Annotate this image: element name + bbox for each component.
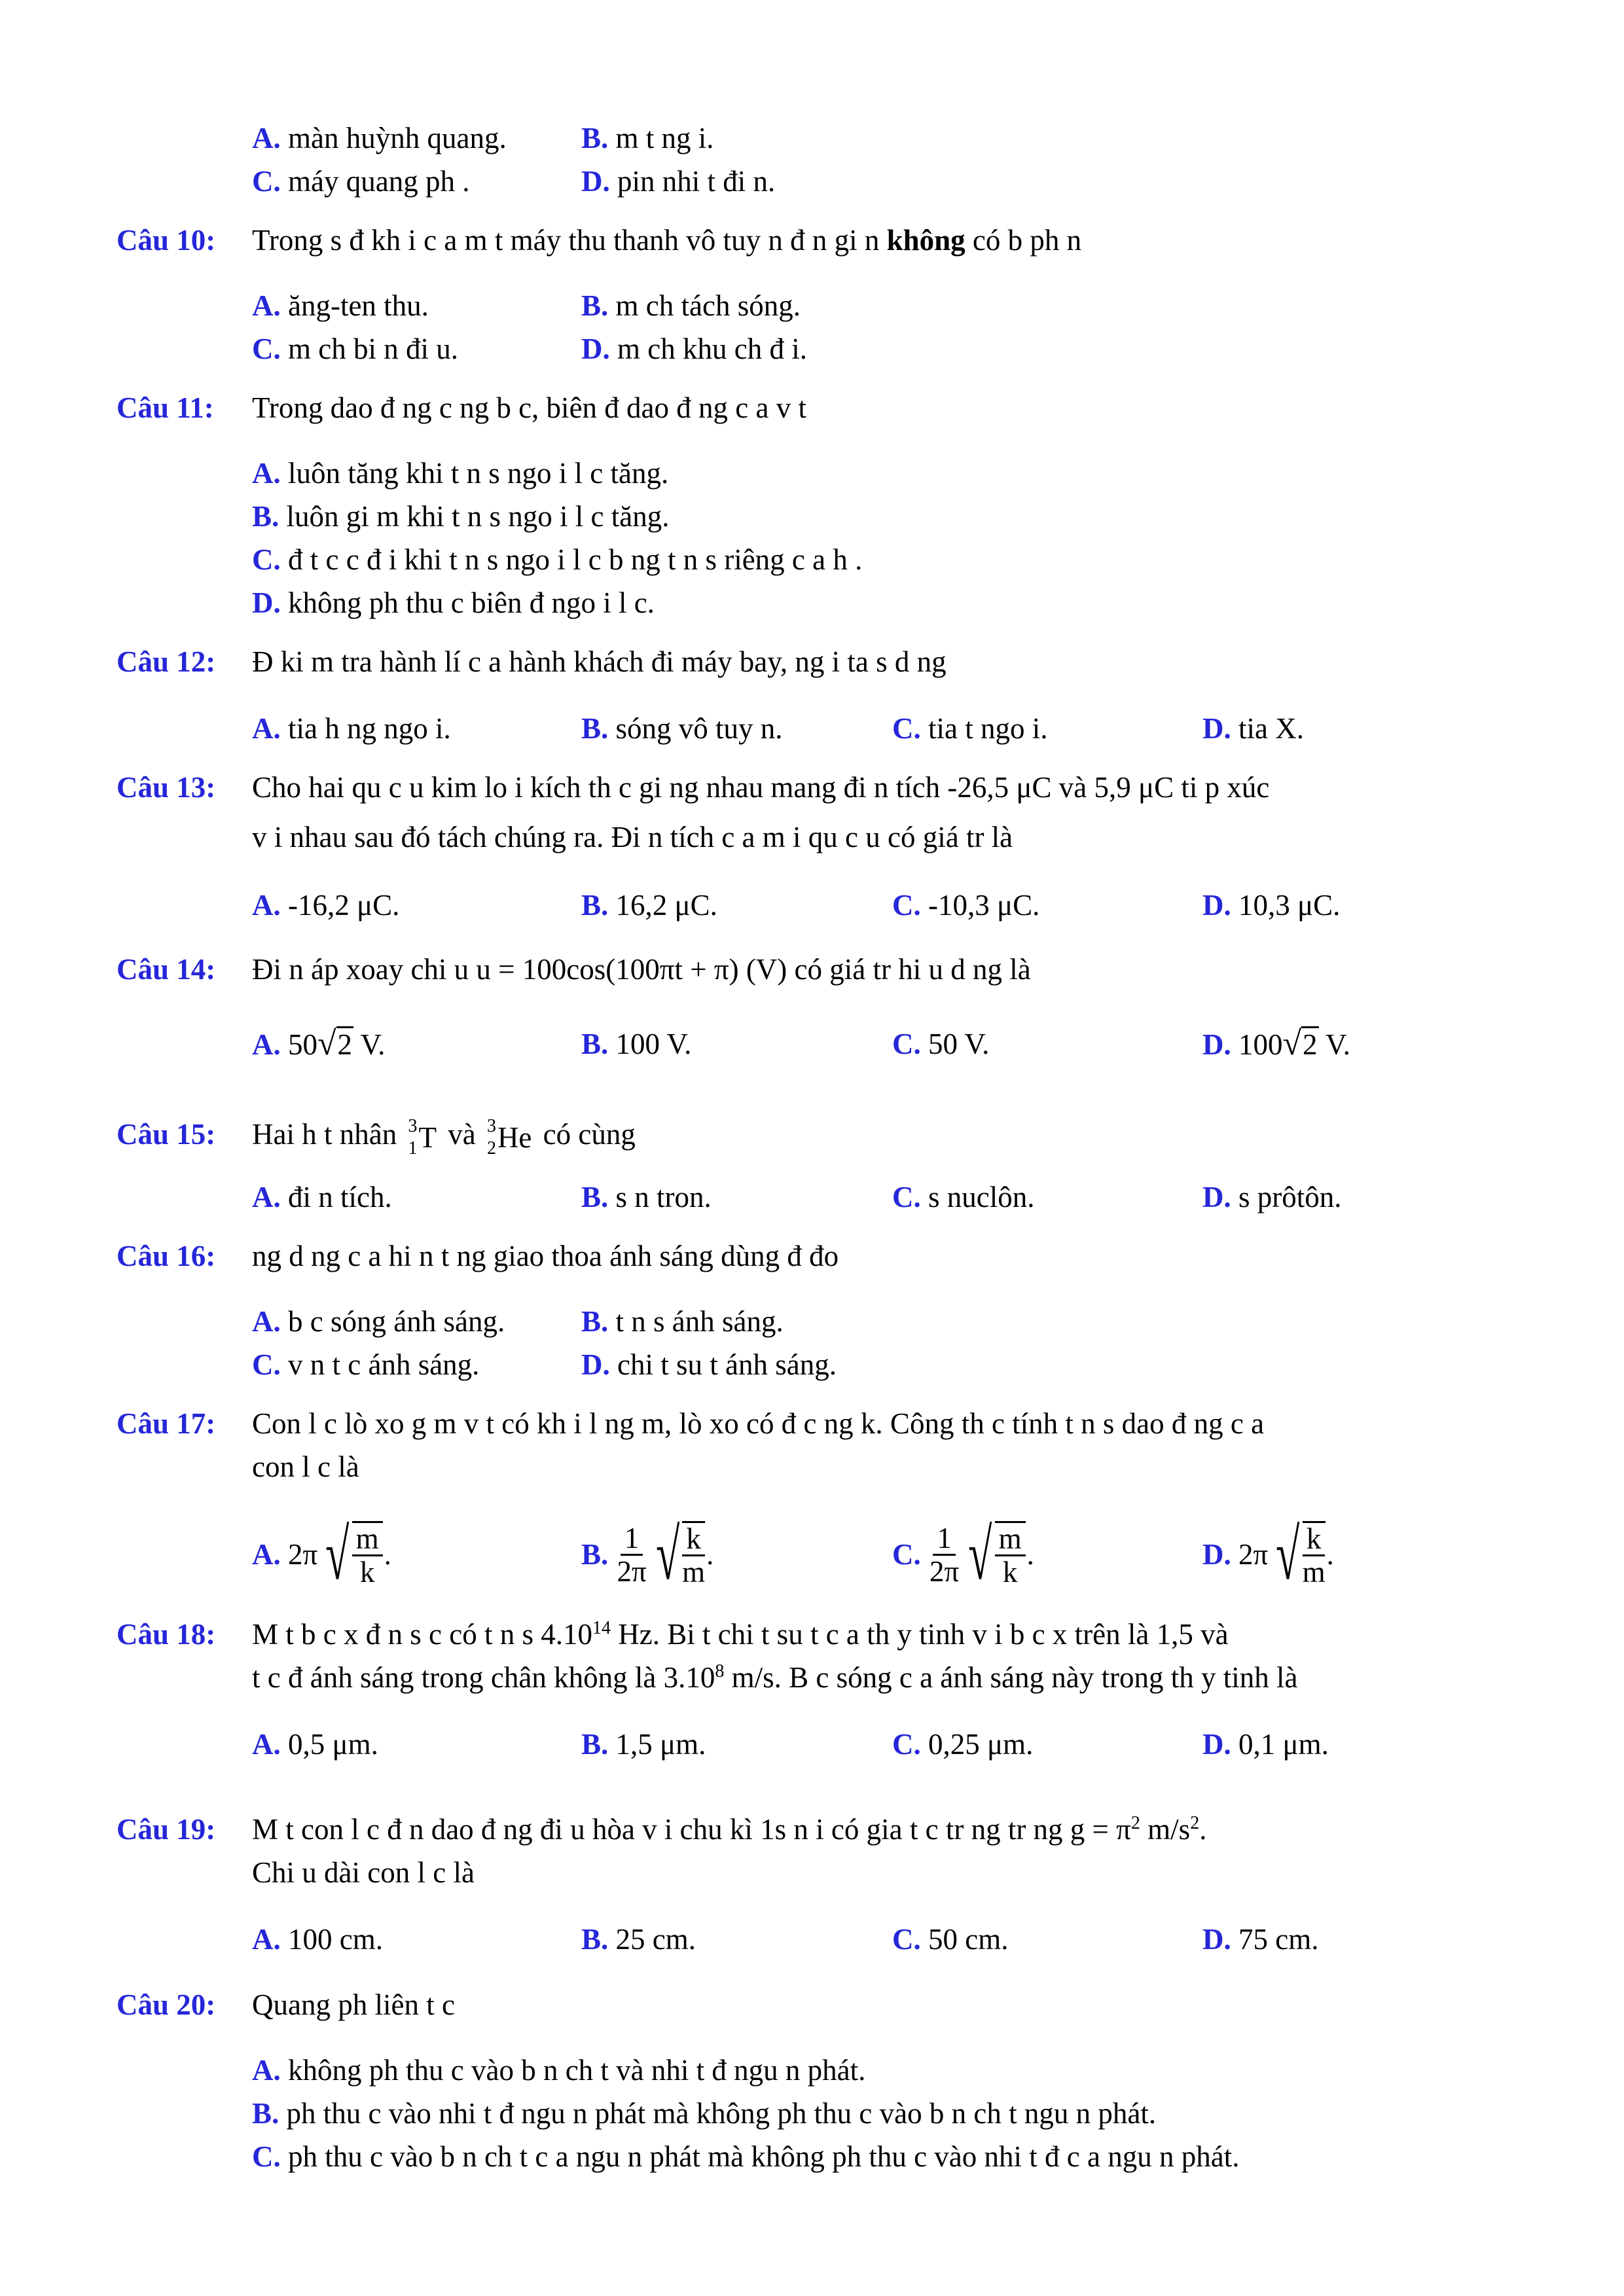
q12-option-a: A. tia h ng ngo i.: [252, 712, 451, 745]
q16-option-d: D. chi t su t ánh sáng.: [581, 1348, 837, 1381]
q9-option-b: B. m t ng i.: [581, 122, 714, 154]
q14-option-b: B. 100 V.: [581, 1028, 692, 1060]
q17-option-c: C. $\frac{1}{2\pi}$ √ $\frac{m}{k}$ .: [892, 1515, 1034, 1594]
q19-stem-line2: Chi u dài con l c là: [252, 1856, 475, 1889]
q20-option-a: A. không ph thu c vào b n ch t và nhi t đ ngu n phát.: [252, 2054, 866, 2087]
q13-stem-line2: v i nhau sau đó tách chúng ra. Đi n tích c a m i qu c u có giá tr là: [252, 821, 1013, 853]
q19-label: Câu 19:: [117, 1813, 216, 1846]
q15-option-d: D. s prôtôn.: [1202, 1181, 1342, 1213]
q16-option-c: C. v n t c ánh sáng.: [252, 1348, 480, 1381]
q12-option-b: B. sóng vô tuy n.: [581, 712, 783, 745]
q9-option-a: A. màn huỳnh quang.: [252, 122, 507, 154]
q14-stem: Đi n áp xoay chi u u = 100cos(100πt + π) (V) có giá tr hi u d ng là: [252, 953, 1031, 986]
q12-stem: Đ ki m tra hành lí c a hành khách đi máy bay, ng i ta s d ng: [252, 645, 947, 678]
q10-option-b: B. m ch tách sóng.: [581, 289, 801, 322]
q18-option-d: D. 0,1 μm.: [1202, 1728, 1329, 1761]
q19-option-b: B. 25 cm.: [581, 1923, 696, 1956]
q13-option-c: C. -10,3 μC.: [892, 889, 1040, 922]
sqrt-symbol: √: [317, 1025, 336, 1062]
q17-option-b: B. $\frac{1}{2\pi}$ √ $\frac{k}{m}$ .: [581, 1515, 714, 1594]
q15-option-a: A. đi n tích.: [252, 1181, 392, 1213]
q14-option-d: D. 100√2 V.: [1202, 1022, 1350, 1066]
q20-option-b: B. ph thu c vào nhi t đ ngu n phát mà không ph thu c vào b n ch t ngu n phát.: [252, 2097, 1157, 2130]
q20-option-c: C. ph thu c vào b n ch t c a ngu n phát mà không ph thu c vào nhi t đ c a ngu n phát.: [252, 2140, 1240, 2173]
q18-option-c: C. 0,25 μm.: [892, 1728, 1034, 1761]
q13-option-a: A. -16,2 μC.: [252, 889, 400, 922]
q14-option-c: C. 50 V.: [892, 1028, 990, 1060]
q17-label: Câu 17:: [117, 1407, 216, 1440]
q18-option-b: B. 1,5 μm.: [581, 1728, 706, 1761]
q20-stem: Quang ph liên t c: [252, 1988, 455, 2021]
q15-option-b: B. s n tron.: [581, 1181, 712, 1213]
q16-label: Câu 16:: [117, 1240, 216, 1272]
q11-option-d: D. không ph thu c biên đ ngo i l c.: [252, 586, 655, 619]
sqrt-symbol: √: [1282, 1025, 1302, 1062]
q13-option-d: D. 10,3 μC.: [1202, 889, 1341, 922]
q15-stem: Hai h t nhân 3 1 T và 3 2 He có cùng: [252, 1092, 636, 1180]
q9-option-c: C. máy quang ph .: [252, 165, 470, 198]
q16-option-a: A. b c sóng ánh sáng.: [252, 1305, 505, 1338]
q11-stem: Trong dao đ ng c ng b c, biên đ dao đ ng c a v t: [252, 391, 806, 424]
q20-label: Câu 20:: [117, 1988, 216, 2021]
q10-option-d: D. m ch khu ch đ i.: [581, 332, 807, 365]
q18-label: Câu 18:: [117, 1618, 216, 1651]
q16-stem: ng d ng c a hi n t ng giao thoa ánh sáng dùng đ đo: [252, 1240, 839, 1272]
q16-option-b: B. t n s ánh sáng.: [581, 1305, 784, 1338]
q17-stem-line1: Con l c lò xo g m v t có kh i l ng m, lò xo có đ c ng k. Công th c tính t n s dao đ ng c a: [252, 1407, 1265, 1440]
q13-stem-line1: Cho hai qu c u kim lo i kích th c gi ng nhau mang đi n tích -26,5 μC và 5,9 μC ti p xúc: [252, 771, 1270, 804]
q15-label: Câu 15:: [117, 1118, 216, 1151]
q15-option-c: C. s nuclôn.: [892, 1181, 1035, 1213]
q18-stem-line1: M t b c x đ n s c có t n s 4.10$^{14}$ Hz. Bi t chi t su t c a th y tinh v i b c x trên là 1,5 và: [252, 1618, 1229, 1651]
q11-option-a: A. luôn tăng khi t n s ngo i l c tăng.: [252, 457, 669, 490]
q19-stem-line1: M t con l c đ n dao đ ng đi u hòa v i chu kì 1s n i có gia t c tr ng tr ng $g = \pi^2$ $m/s^2$.: [252, 1813, 1207, 1846]
q14-label: Câu 14:: [117, 953, 216, 986]
q12-option-c: C. tia t ngo i.: [892, 712, 1048, 745]
q10-option-c: C. m ch bi n đi u.: [252, 332, 458, 365]
q19-option-a: A. 100 cm.: [252, 1923, 383, 1956]
q10-stem: Trong s đ kh i c a m t máy thu thanh vô tuy n đ n gi n không có b ph n: [252, 224, 1082, 257]
nuclide-tritium: 3 1 T: [408, 1115, 437, 1158]
q12-option-d: D. tia X.: [1202, 712, 1304, 745]
q17-stem-line2: con l c là: [252, 1450, 359, 1483]
q9-option-d: D. pin nhi t đi n.: [581, 165, 776, 198]
q19-option-d: D. 75 cm.: [1202, 1923, 1319, 1956]
nuclide-helium: 3 2 He: [486, 1115, 532, 1158]
q19-option-c: C. 50 cm.: [892, 1923, 1009, 1956]
q12-label: Câu 12:: [117, 645, 216, 678]
q11-label: Câu 11:: [117, 391, 214, 424]
q13-label: Câu 13:: [117, 771, 216, 804]
q17-option-a: A. 2π √ $\frac{m}{k}$ .: [252, 1515, 391, 1594]
q10-label: Câu 10:: [117, 224, 216, 257]
q14-option-a: A. 50√2 V.: [252, 1022, 385, 1066]
q11-option-c: C. đ t c c đ i khi t n s ngo i l c b ng t n s riêng c a h .: [252, 543, 863, 576]
q13-option-b: B. 16,2 μC.: [581, 889, 717, 922]
q10-option-a: A. ăng-ten thu.: [252, 289, 429, 322]
q18-stem-line2: t c đ ánh sáng trong chân không là 3.10$^8$ m/s. B c sóng c a ánh sáng này trong th y tinh là: [252, 1661, 1298, 1694]
q17-option-d: D. 2π √ $\frac{k}{m}$ .: [1202, 1515, 1334, 1594]
q11-option-b: B. luôn gi m khi t n s ngo i l c tăng.: [252, 500, 670, 533]
q18-option-a: A. 0,5 μm.: [252, 1728, 378, 1761]
